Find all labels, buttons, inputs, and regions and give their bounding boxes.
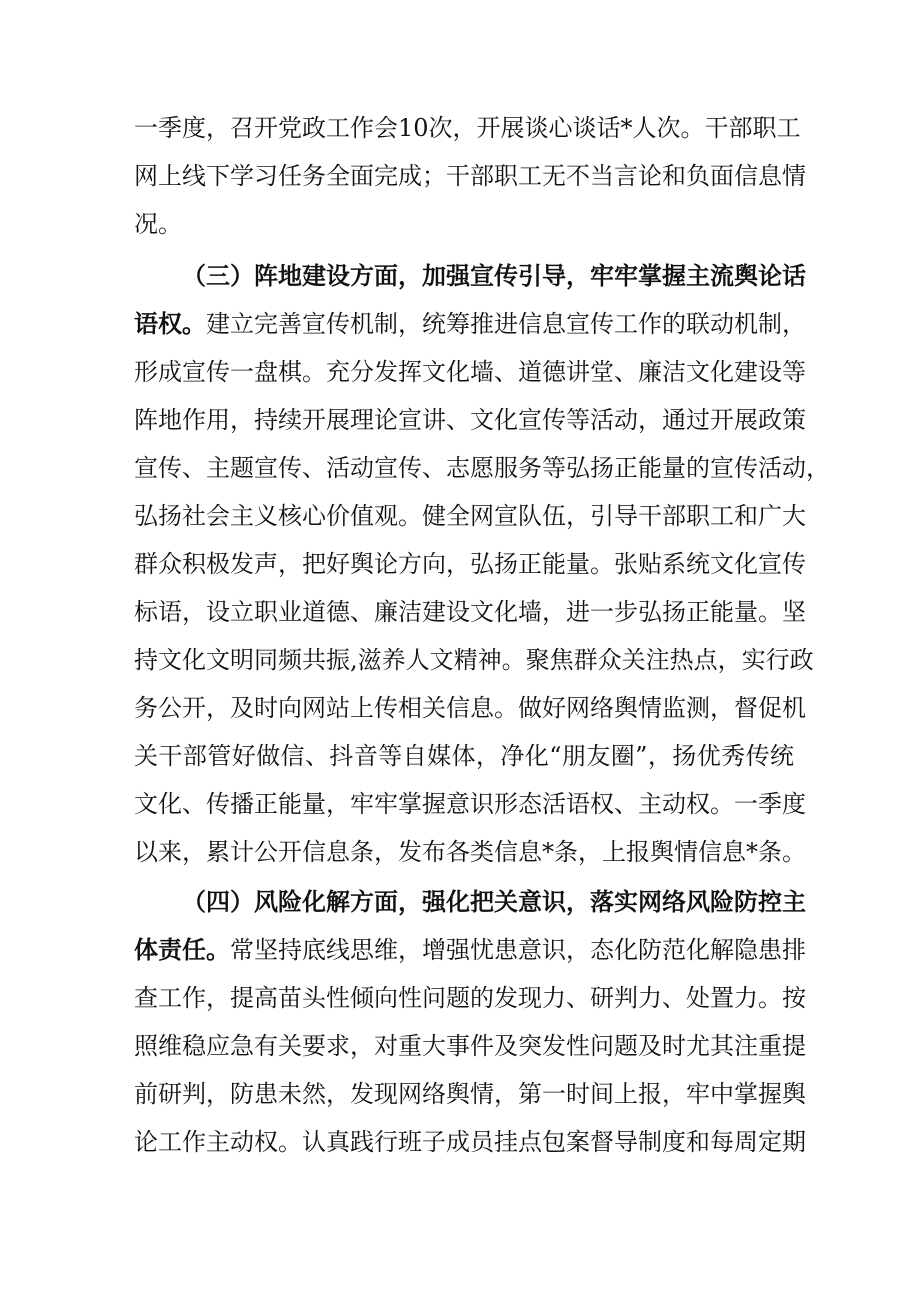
p2-line-9	[134, 636, 814, 684]
p1-line-1	[134, 104, 801, 152]
text-run: 关干部管好做信、抖音等自媒体，净化“朋友圈”，扬优秀传统	[134, 742, 794, 770]
p2-heading-line-1	[182, 252, 806, 300]
text-run: 一季度，召开党政工作会10次，开展谈心谈话*人次。干部职工	[134, 114, 801, 142]
p1-line-3	[134, 200, 794, 248]
heading-run: 语权。	[134, 309, 206, 338]
text-run: 阵地作用，持续开展理论宣讲、文化宣传等活动，通过开展政策	[134, 406, 806, 434]
text-run: 照维稳应急有关要求，对重大事件及突发性问题及时尤其注重提	[134, 1032, 806, 1060]
text-run: 宣传、主题宣传、活动宣传、志愿服务等弘扬正能量的宣传活动，	[134, 454, 830, 482]
text-run: 建立完善宣传机制，统筹推进信息宣传工作的联动机制，	[206, 310, 806, 338]
p3-line-5	[134, 1070, 806, 1118]
text-run: 查工作，提高苗头性倾向性问题的发现力、研判力、处置力。按	[134, 984, 806, 1012]
p2-line-8	[134, 588, 806, 636]
p2-line-3	[134, 348, 806, 396]
p2-line-7	[134, 540, 806, 588]
text-run: 持文化文明同频共振,滋养人文精神。聚焦群众关注热点，实行政	[134, 646, 814, 674]
p2-line-2	[134, 300, 806, 348]
text-run: 务公开，及时向网站上传相关信息。做好网络舆情监测，督促机	[134, 694, 806, 722]
text-run: 形成宣传一盘棋。充分发挥文化墙、道德讲堂、廉洁文化建设等	[134, 358, 806, 386]
text-run: 常坚持底线思维，增强忧患意识，态化防范化解隐患排	[230, 936, 806, 964]
p2-line-13	[134, 828, 806, 876]
p3-line-2	[134, 926, 806, 974]
text-run: 弘扬社会主义核心价值观。健全网宣队伍，引导干部职工和广大	[134, 502, 806, 530]
text-run: 前研判，防患未然，发现网络舆情，第一时间上报，牢中掌握舆	[134, 1080, 806, 1108]
text-run: 群众积极发声，把好舆论方向，弘扬正能量。张贴系统文化宣传	[134, 550, 806, 578]
p2-line-12	[134, 780, 806, 828]
text-run: 网上线下学习任务全面完成；干部职工无不当言论和负面信息情	[134, 162, 806, 190]
text-run: 以来，累计公开信息条，发布各类信息*条，上报舆情信息*条。	[134, 838, 806, 866]
p2-line-6	[134, 492, 806, 540]
heading-run: （四）风险化解方面，强化把关意识，落实网络风险防控主	[182, 887, 806, 916]
text-run: 标语，设立职业道德、廉洁建设文化墙，进一步弘扬正能量。坚	[134, 598, 806, 626]
p2-line-10	[134, 684, 806, 732]
text-run: 况。	[134, 210, 182, 238]
heading-run: （三）阵地建设方面，加强宣传引导，牢牢掌握主流舆论话	[182, 261, 806, 290]
p1-line-2	[134, 152, 806, 200]
text-run: 文化、传播正能量，牢牢掌握意识形态活语权、主动权。一季度	[134, 790, 806, 818]
p3-line-4	[134, 1022, 806, 1070]
text-run: 论工作主动权。认真践行班子成员挂点包案督导制度和每周定期	[134, 1128, 806, 1156]
p2-line-5	[134, 444, 830, 492]
p2-line-11	[134, 732, 794, 780]
p3-line-3	[134, 974, 806, 1022]
p2-line-4	[134, 396, 806, 444]
p3-line-6	[134, 1118, 806, 1166]
heading-run: 体责任。	[134, 935, 230, 964]
p3-heading-line-1	[182, 878, 806, 926]
